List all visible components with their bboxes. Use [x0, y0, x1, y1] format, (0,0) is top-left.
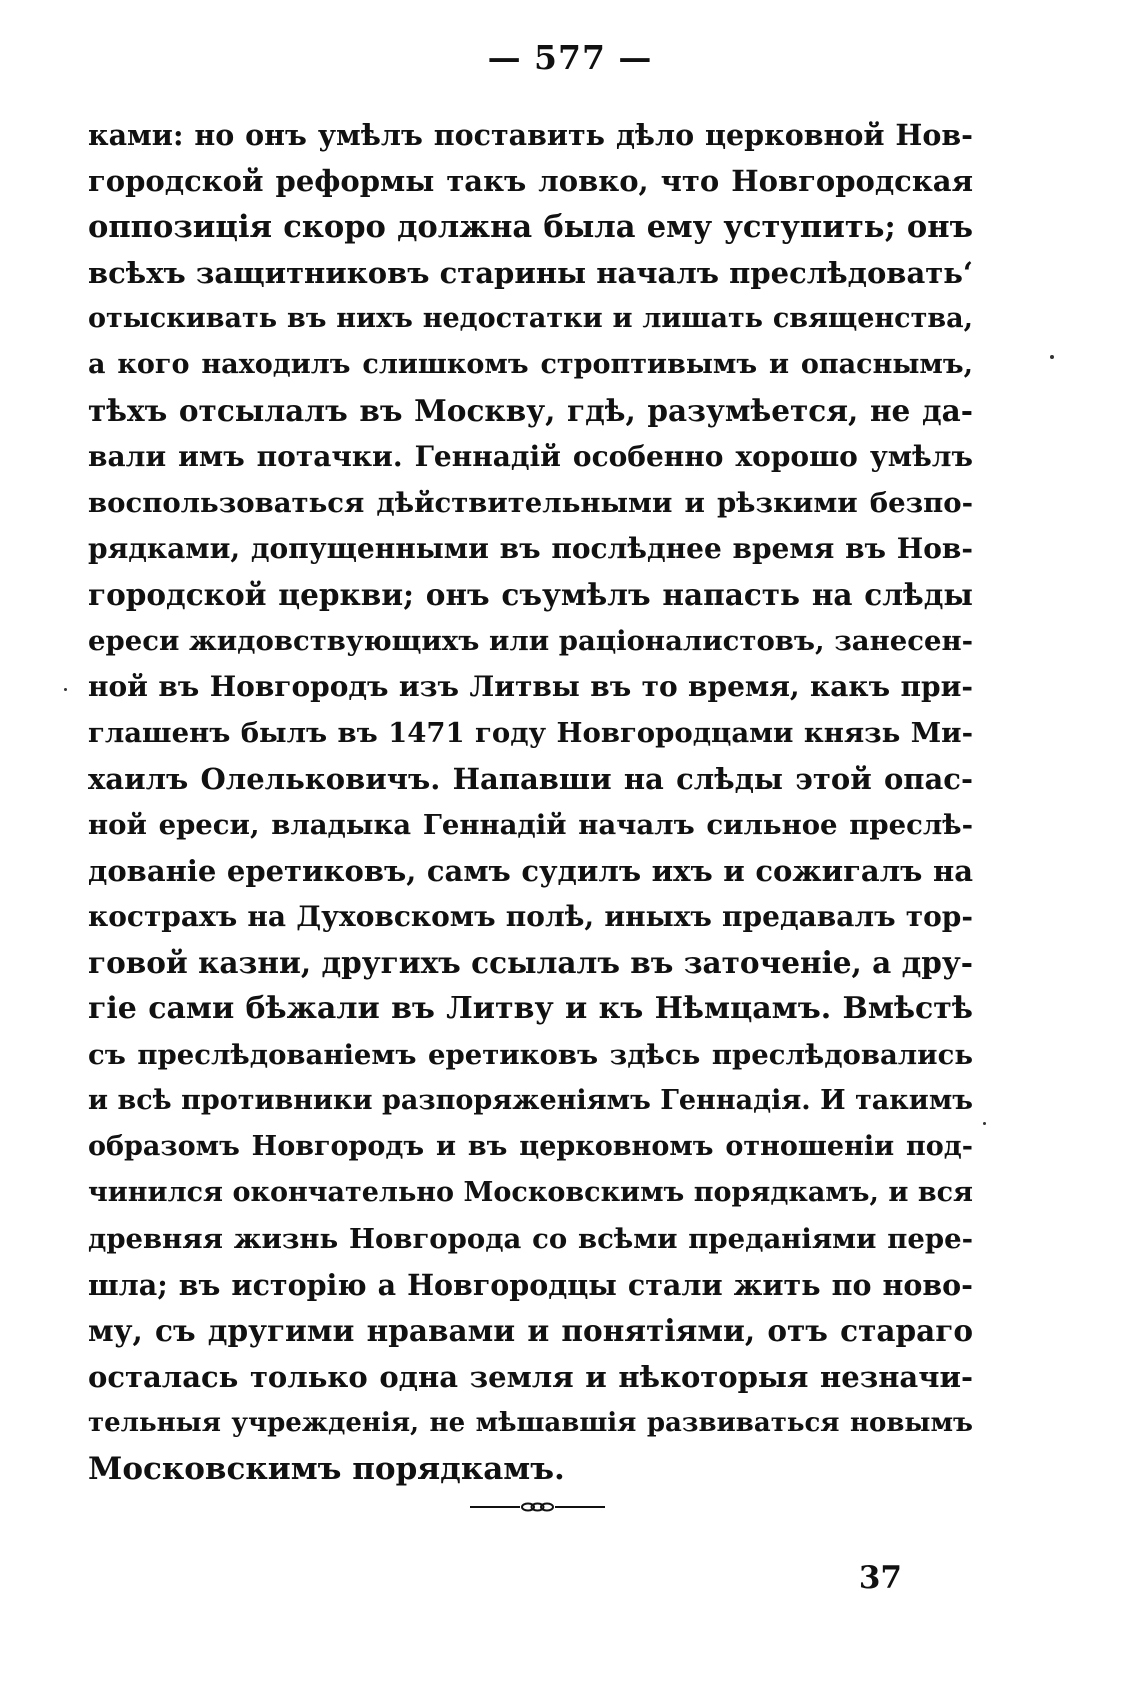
- page-number-header: — 577 —: [487, 38, 653, 77]
- text-line: и всѣ противники разпоряженіямъ Геннадія. И такимъ: [88, 1085, 973, 1116]
- print-speck: [983, 1122, 986, 1125]
- text-line: городской реформы такъ ловко, что Новгородская: [88, 164, 973, 198]
- text-line: рядками, допущенными въ послѣднее время въ Нов-: [88, 532, 973, 565]
- text-line: глашенъ былъ въ 1471 году Новгородцами князь Ми-: [88, 717, 973, 749]
- text-line: кострахъ на Духовскомъ полѣ, иныхъ предавалъ тор-: [88, 900, 973, 933]
- text-line: всѣхъ защитниковъ старины началъ преслѣдовать‘: [88, 256, 973, 290]
- body-text: [88, 112, 973, 1492]
- print-speck: [1050, 355, 1054, 359]
- text-line: ной ереси, владыка Геннадій началъ сильное преслѣ-: [88, 809, 973, 841]
- signature-mark: 37: [858, 1560, 902, 1596]
- text-line: а кого находилъ слишкомъ строптивымъ и опаснымъ,: [88, 349, 973, 380]
- text-line: гіе сами бѣжали въ Литву и къ Нѣмцамъ. Вмѣстѣ: [88, 991, 973, 1026]
- text-line: съ преслѣдованіемъ еретиковъ здѣсь преслѣдовались: [88, 1039, 973, 1071]
- text-line: отыскивать въ нихъ недостатки и лишать священства,: [88, 303, 973, 334]
- text-line: ками: но онъ умѣлъ поставить дѣло церковной Нов-: [88, 118, 973, 152]
- text-line: говой казни, другихъ ссылалъ въ заточеніе, а дру-: [88, 945, 973, 980]
- text-line: ереси жидовствующихъ или раціоналистовъ, занесен-: [88, 625, 973, 657]
- print-speck: [64, 688, 67, 691]
- text-line: городской церкви; онъ съумѣлъ напасть на слѣды: [88, 577, 973, 612]
- text-line: хаилъ Олельковичъ. Напавши на слѣды этой опас-: [88, 762, 973, 796]
- text-line: му, съ другими нравами и понятіями, отъ стараго: [88, 1313, 973, 1348]
- text-line: тѣхъ отсылалъ въ Москву, гдѣ, разумѣется, не да-: [88, 393, 973, 428]
- text-line: вали имъ потачки. Геннадій особенно хорошо умѣлъ: [88, 440, 973, 473]
- text-line: шла; въ исторію а Новгородцы стали жить по ново-: [88, 1268, 973, 1302]
- text-line: воспользоваться дѣйствительными и рѣзкими безпо-: [88, 487, 973, 519]
- text-line: Московскимъ порядкамъ.: [88, 1451, 565, 1487]
- text-line: древняя жизнь Новгорода со всѣми преданіями пере-: [88, 1223, 973, 1255]
- text-line: оппозиція скоро должна была ему уступить; онъ: [88, 209, 973, 245]
- text-line: чинился окончательно Московскимъ порядкамъ, и вся: [88, 1177, 973, 1208]
- text-line: ной въ Новгородъ изъ Литвы въ то время, какъ при-: [88, 670, 973, 703]
- ornament-divider: [470, 1500, 605, 1514]
- text-line: осталась только одна земля и нѣкоторыя незначи-: [88, 1360, 973, 1394]
- text-line: дованіе еретиковъ, самъ судилъ ихъ и сожигалъ на: [88, 854, 973, 888]
- text-line: тельныя учрежденія, не мѣшавшія развиваться новымъ: [88, 1408, 973, 1438]
- text-line: образомъ Новгородъ и въ церковномъ отношеніи под-: [88, 1131, 973, 1162]
